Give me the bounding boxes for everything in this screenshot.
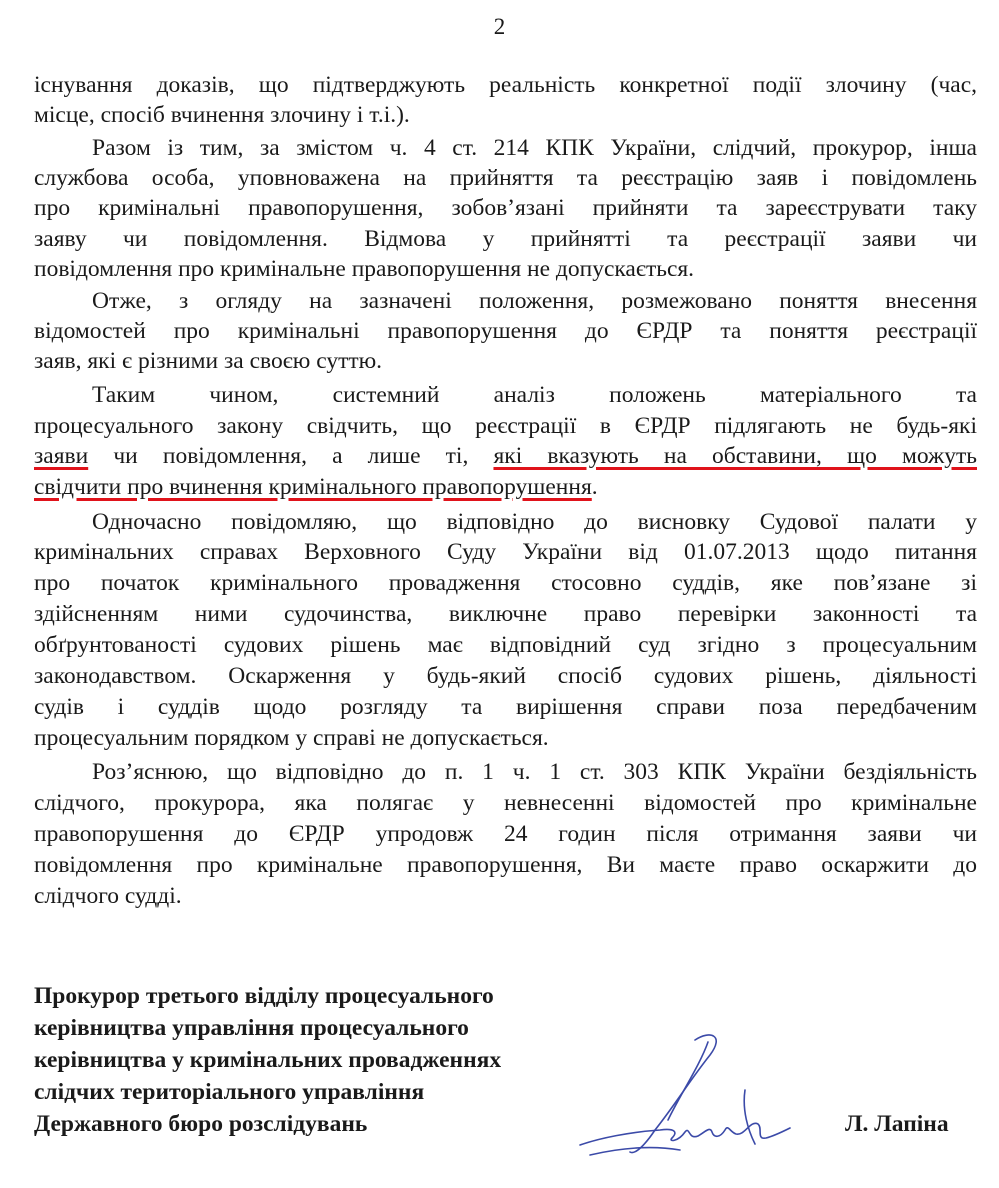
text-line: здійсненням ними судочинства, виключне право перевірки законності та xyxy=(34,601,977,627)
underlined-text: заяви xyxy=(34,443,89,469)
signatory-title-line: Державного бюро розслідувань xyxy=(34,1111,368,1137)
text-line-underlined xyxy=(34,441,977,471)
underlined-text: свідчити про вчинення кримінального правопорушення xyxy=(34,474,592,500)
text-line: відомостей про кримінальні правопорушення до ЄРДР та поняття реєстрації xyxy=(34,318,977,344)
signatory-name: Л. Лапіна xyxy=(845,1111,949,1137)
text-line: місце, спосіб вчинення злочину і т.і.). xyxy=(34,102,410,128)
text-line: обґрунтованості судових рішень має відповідний суд згідно з процесуальним xyxy=(34,632,977,658)
text-line: процесуального закону свідчить, що реєстрації в ЄРДР підлягають не будь-які xyxy=(34,413,977,439)
text-line: повідомлення про кримінальне правопорушення, Ви маєте право оскаржити до xyxy=(34,852,977,878)
text-line: повідомлення про кримінальне правопорушення не допускається. xyxy=(34,256,695,282)
text-line: Одночасно повідомляю, що відповідно до висновку Судової палати у xyxy=(92,509,977,535)
text-line: процесуальним порядком у справі не допускається. xyxy=(34,725,549,751)
text-line: Роз’яснюю, що відповідно до п. 1 ч. 1 ст. 303 КПК України бездіяльність xyxy=(92,759,977,785)
text-line: слідчого, прокурора, яка полягає у невнесенні відомостей про кримінальне xyxy=(34,790,977,816)
text-line: Таким чином, системний аналіз положень матеріального та xyxy=(92,382,977,408)
signatory-title-line: Прокурор третього відділу процесуального xyxy=(34,983,494,1009)
text-line-underlined xyxy=(34,472,977,502)
handwritten-signature xyxy=(560,1020,800,1170)
text-line: заяв, які є різними за своєю суттю. xyxy=(34,348,383,374)
text-line: Отже, з огляду на зазначені положення, розмежовано поняття внесення xyxy=(92,288,977,314)
text-line: існування доказів, що підтверджують реальність конкретної події злочину (час, xyxy=(34,72,977,98)
signatory-title-line: керівництва управління процесуального xyxy=(34,1015,469,1041)
text-line: Разом із тим, за змістом ч. 4 ст. 214 КПК України, слідчий, прокурор, інша xyxy=(92,135,977,161)
text-line: слідчого судді. xyxy=(34,883,182,909)
page-number: 2 xyxy=(493,14,506,39)
text-line: про початок кримінального провадження стосовно суддів, яке пов’язане зі xyxy=(34,570,977,596)
text-line: кримінальних справах Верховного Суду України від 01.07.2013 щодо питання xyxy=(34,539,977,565)
text-line: судів і суддів щодо розгляду та вирішення справи поза передбаченим xyxy=(34,694,977,720)
text-line: про кримінальні правопорушення, зобов’язані прийняти та зареєструвати таку xyxy=(34,195,977,221)
signatory-title-line: слідчих територіального управління xyxy=(34,1079,425,1105)
text-line: правопорушення до ЄРДР упродовж 24 годин після отримання заяви чи xyxy=(34,821,977,847)
plain-text: . xyxy=(591,474,598,500)
underlined-text: які вказують на обставини, що можуть xyxy=(493,443,977,469)
text-line: заяву чи повідомлення. Відмова у прийнятті та реєстрації заяви чи xyxy=(34,226,977,252)
signatory-title-line: керівництва у кримінальних провадженнях xyxy=(34,1047,502,1073)
plain-text: чи повідомлення, а лише ті, xyxy=(88,443,494,469)
text-line: законодавством. Оскарження у будь-який спосіб судових рішень, діяльності xyxy=(34,663,977,689)
text-line: службова особа, уповноважена на прийняття та реєстрацію заяв і повідомлень xyxy=(34,165,977,191)
